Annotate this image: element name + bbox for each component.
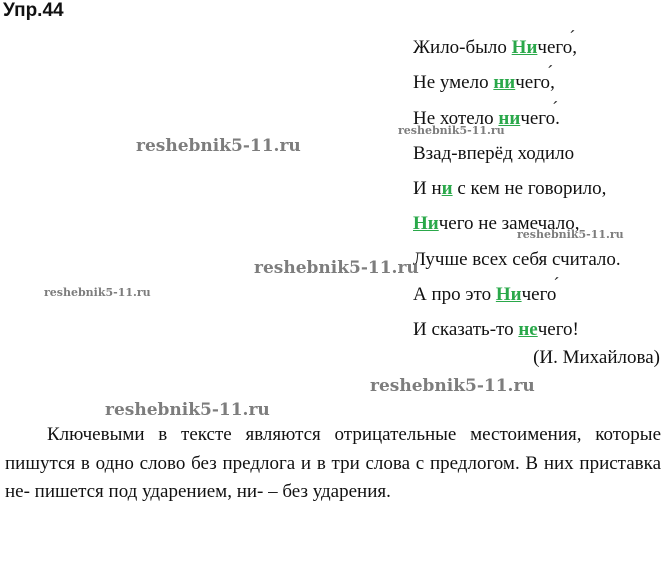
- highlighted-particle: не: [518, 319, 538, 341]
- highlighted-particle: ни: [493, 72, 516, 94]
- poem-line: И ни с кем не говорило,: [413, 178, 607, 200]
- watermark: reshebnik5-11.ru: [398, 124, 505, 137]
- poem-line: Ничего не замечало,: [413, 213, 580, 235]
- watermark: reshebnik5-11.ru: [517, 228, 624, 241]
- highlighted-particle: Ни: [413, 213, 439, 235]
- watermark: reshebnik5-11.ru: [254, 258, 419, 278]
- poem-line: А про это Ничего ´: [413, 277, 621, 312]
- poem-attribution: (И. Михайлова): [533, 347, 660, 368]
- exercise-title: Упр.44: [3, 0, 64, 21]
- highlighted-particle: ни: [498, 107, 521, 129]
- poem: [413, 30, 621, 348]
- watermark: reshebnik5-11.ru: [370, 376, 535, 396]
- poem-line: И сказать-то нечего!: [413, 319, 579, 341]
- highlighted-particle: и: [441, 178, 453, 200]
- poem-line: Взад-вперёд ходило: [413, 142, 575, 164]
- highlighted-particle: Ни: [495, 284, 522, 306]
- explanation-paragraph: Ключевыми в тексте являются отрицательные местоимения, которые пишутся в одно слово без предлога и в три слова с предлогом. В них приставка не- пишется под ударением, ни- – без ударения.: [5, 424, 661, 502]
- poem-line: Не хотело ничего ´.: [413, 101, 621, 136]
- watermark: reshebnik5-11.ru: [44, 286, 151, 299]
- watermark: reshebnik5-11.ru: [136, 136, 301, 156]
- watermark: reshebnik5-11.ru: [105, 400, 270, 420]
- poem-line: Жило-было Ничего ´,: [413, 30, 621, 65]
- poem-line: Лучше всех себя считало.: [413, 248, 621, 270]
- highlighted-particle: Ни: [511, 37, 538, 58]
- poem-line: Не умело ничего ´,: [413, 65, 621, 100]
